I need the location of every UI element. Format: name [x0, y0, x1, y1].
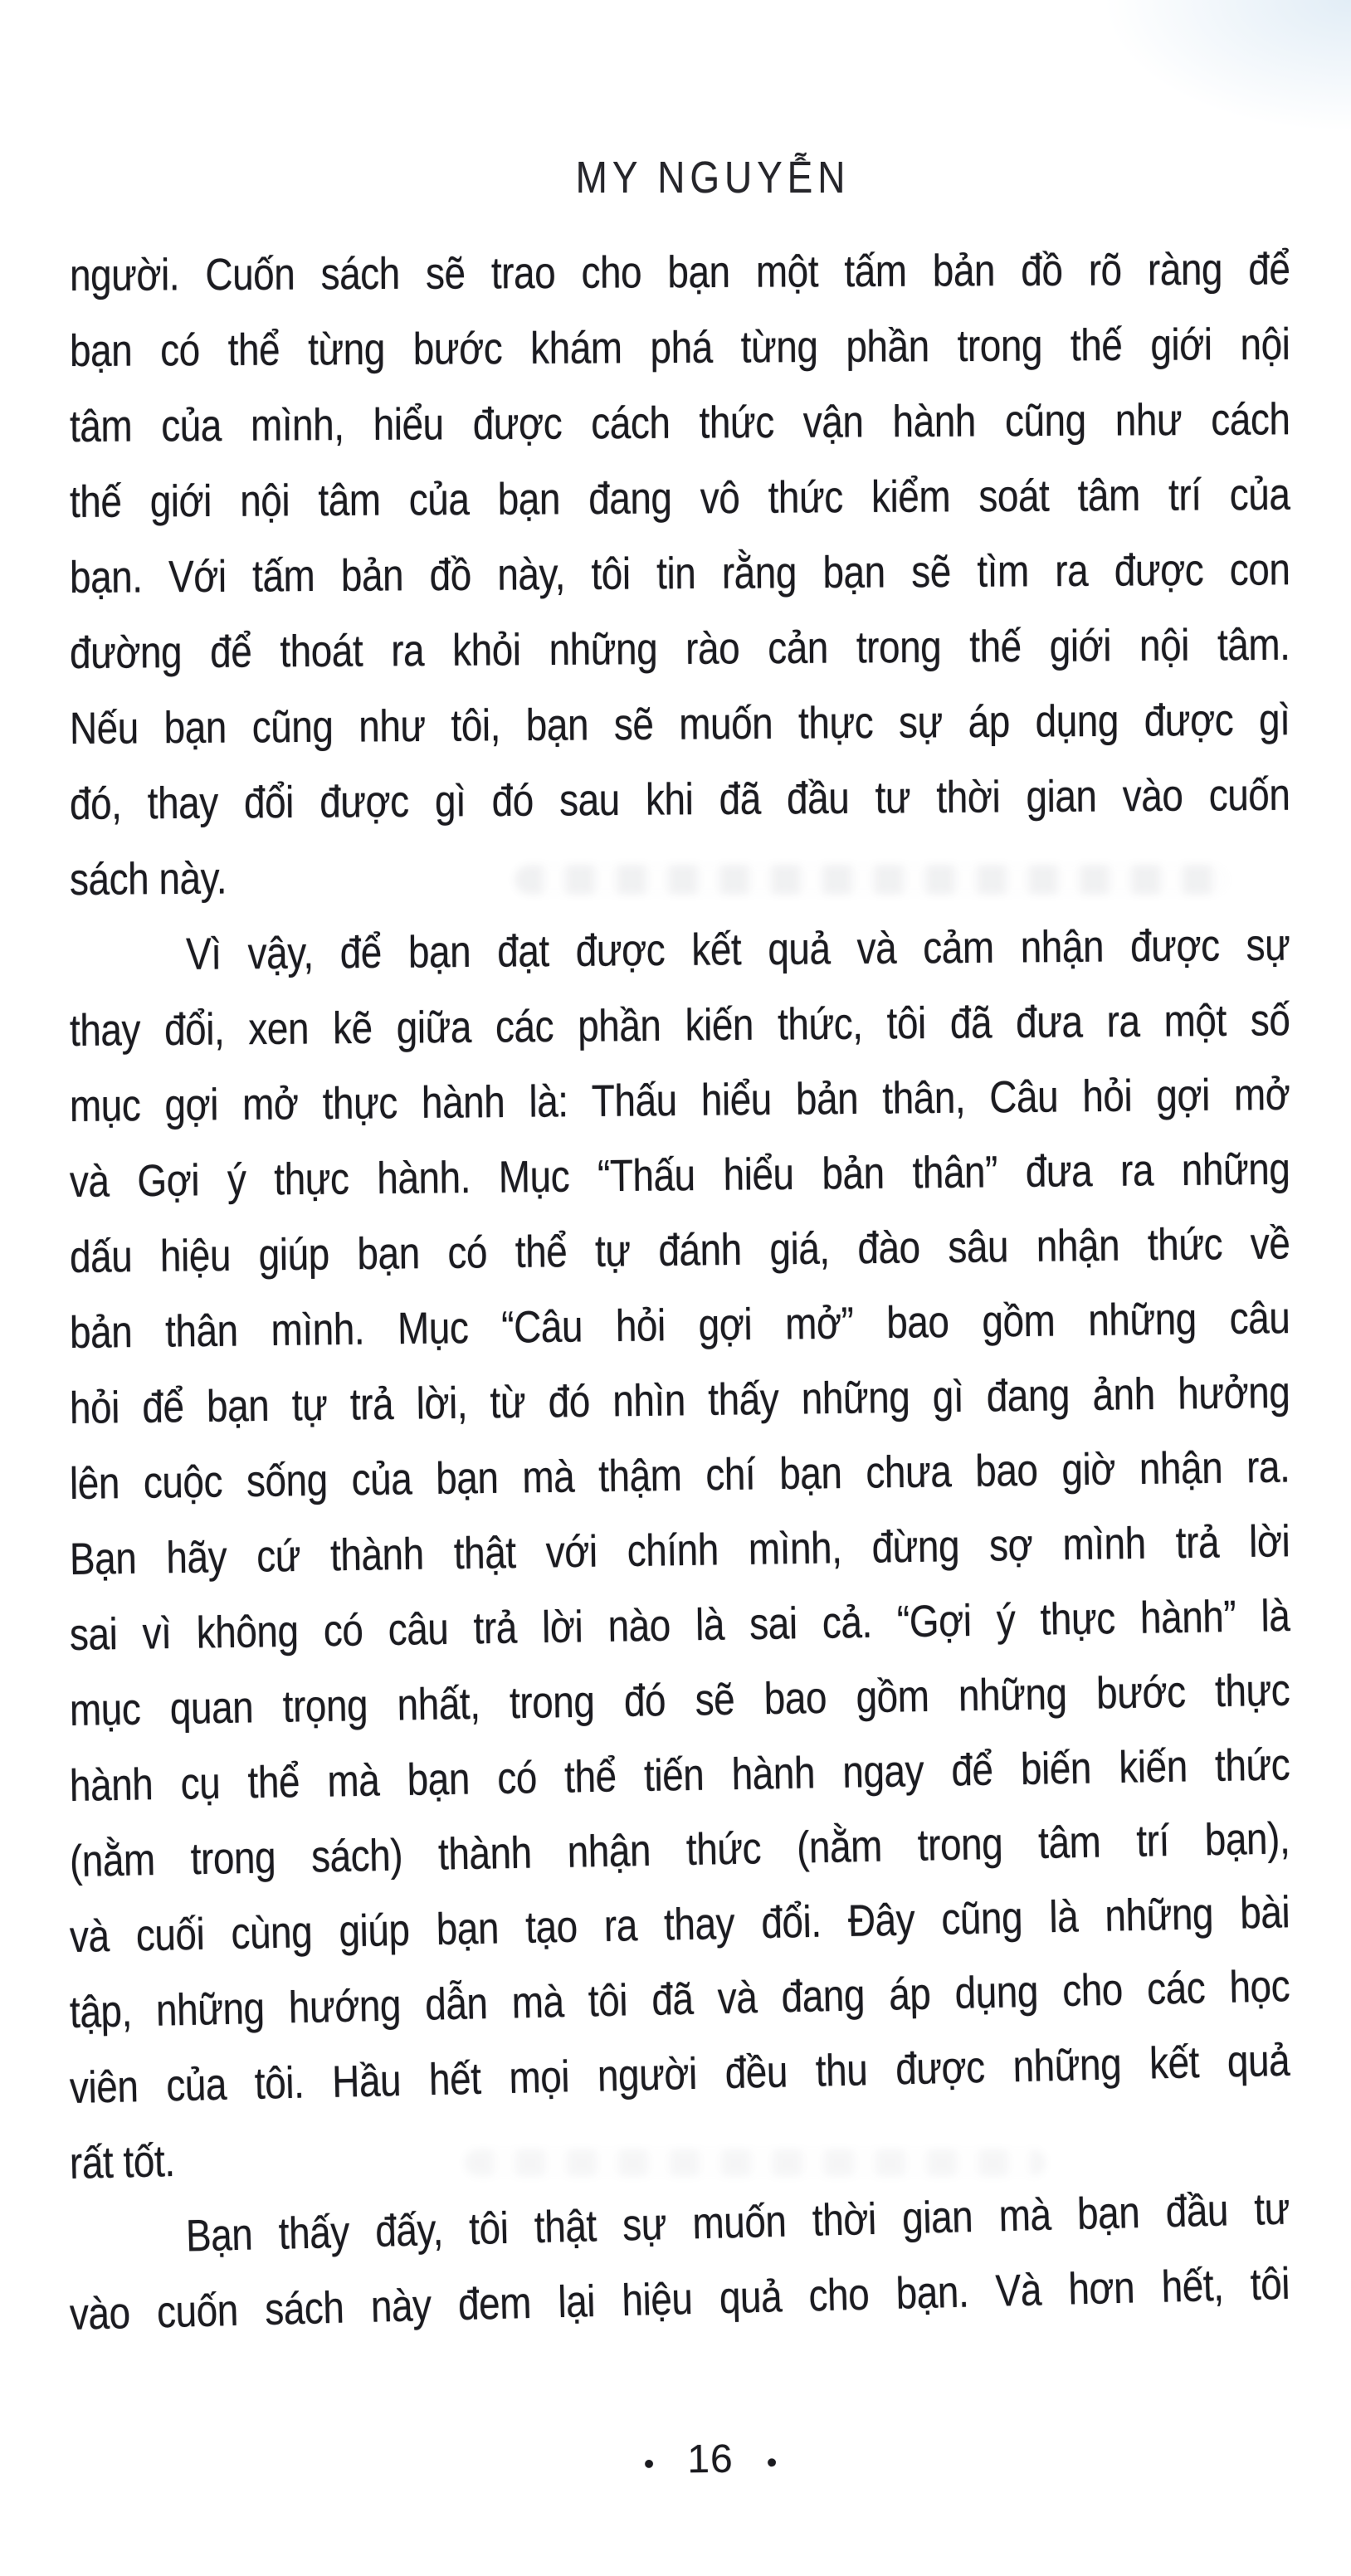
text-line: Bạn hãy cứ thành thật với chính mình, đừng sợ mình trả lời: [69, 1516, 1290, 1584]
text-line: tâm của mình, hiểu được cách thức vận hành cũng như cách: [69, 394, 1290, 451]
text-line: hành cụ thể mà bạn có thể tiến hành ngay để biến kiến thức: [69, 1739, 1290, 1811]
text-line: thay đổi, xen kẽ giữa các phần kiến thức, tôi đã đưa ra một số: [69, 995, 1290, 1056]
bullet-icon: •: [766, 2445, 778, 2480]
text-line: mục gợi mở thực hành là: Thấu hiểu bản thân, Câu hỏi gợi mở: [69, 1069, 1290, 1131]
text-line: sai vì không có câu trả lời nào là sai cả. “Gợi ý thực hành” là: [69, 1590, 1290, 1660]
text-line: (nằm trong sách) thành nhận thức (nằm trong tâm trí bạn),: [69, 1813, 1290, 1886]
text-line: mục quan trọng nhất, trong đó sẽ bao gồm những bước thực: [69, 1665, 1290, 1735]
text-line: bản thân mình. Mục “Câu hỏi gợi mở” bao gồm những câu: [69, 1293, 1290, 1358]
scan-corner-tint: [1102, 0, 1351, 133]
text-line: sách này.: [69, 853, 227, 905]
text-line: và cuối cùng giúp bạn tạo ra thay đổi. Đây cũng là những bài: [69, 1887, 1290, 1962]
text-line: vào cuốn sách này đem lại hiệu quả cho bạn. Và hơn hết, tôi: [69, 2258, 1290, 2339]
text-line: hỏi để bạn tự trả lời, từ đó nhìn thấy những gì đang ảnh hưởng: [69, 1367, 1290, 1433]
text-line: bạn có thể từng bước khám phá từng phần trong thế giới nội: [69, 319, 1290, 376]
text-line: Bạn thấy đấy, tôi thật sự muốn thời gian mà bạn đầu tư: [185, 2183, 1290, 2261]
text-line: Nếu bạn cũng như tôi, bạn sẽ muốn thực sự áp dụng được gì: [69, 695, 1290, 754]
text-line: tập, những hướng dẫn mà tôi đã và đang áp dụng cho các học: [69, 1961, 1290, 2037]
text-line: bạn. Với tấm bản đồ này, tôi tin rằng bạn sẽ tìm ra được con: [69, 544, 1290, 603]
page-footer: [35, 2429, 1351, 2490]
bullet-icon: •: [643, 2446, 655, 2481]
text-line: rất tốt.: [69, 2136, 176, 2188]
text-line: đường để thoát ra khỏi những rào cản trong thế giới nội tâm.: [69, 619, 1290, 678]
text-line: viên của tôi. Hầu hết mọi người đều thu được những kết quả: [69, 2035, 1290, 2113]
text-line: Vì vậy, để bạn đạt được kết quả và cảm nhận được sự: [185, 920, 1290, 979]
running-header: MY NGUYỄN: [575, 153, 851, 202]
body-text: [70, 238, 1351, 2353]
text-line: và Gợi ý thực hành. Mục “Thấu hiểu bản thân” đưa ra những: [69, 1144, 1290, 1207]
text-line: đó, thay đổi được gì đó sau khi đã đầu tư thời gian vào cuốn: [69, 769, 1290, 829]
text-line: dấu hiệu giúp bạn có thể tự đánh giá, đào sâu nhận thức về: [69, 1218, 1290, 1282]
text-line: lên cuộc sống của bạn mà thậm chí bạn chưa bao giờ nhận ra.: [69, 1442, 1290, 1509]
page-number: 16: [687, 2437, 734, 2482]
text-line: người. Cuốn sách sẽ trao cho bạn một tấm bản đồ rõ ràng để: [69, 244, 1290, 300]
text-line: thế giới nội tâm của bạn đang vô thức kiểm soát tâm trí của: [69, 469, 1290, 527]
